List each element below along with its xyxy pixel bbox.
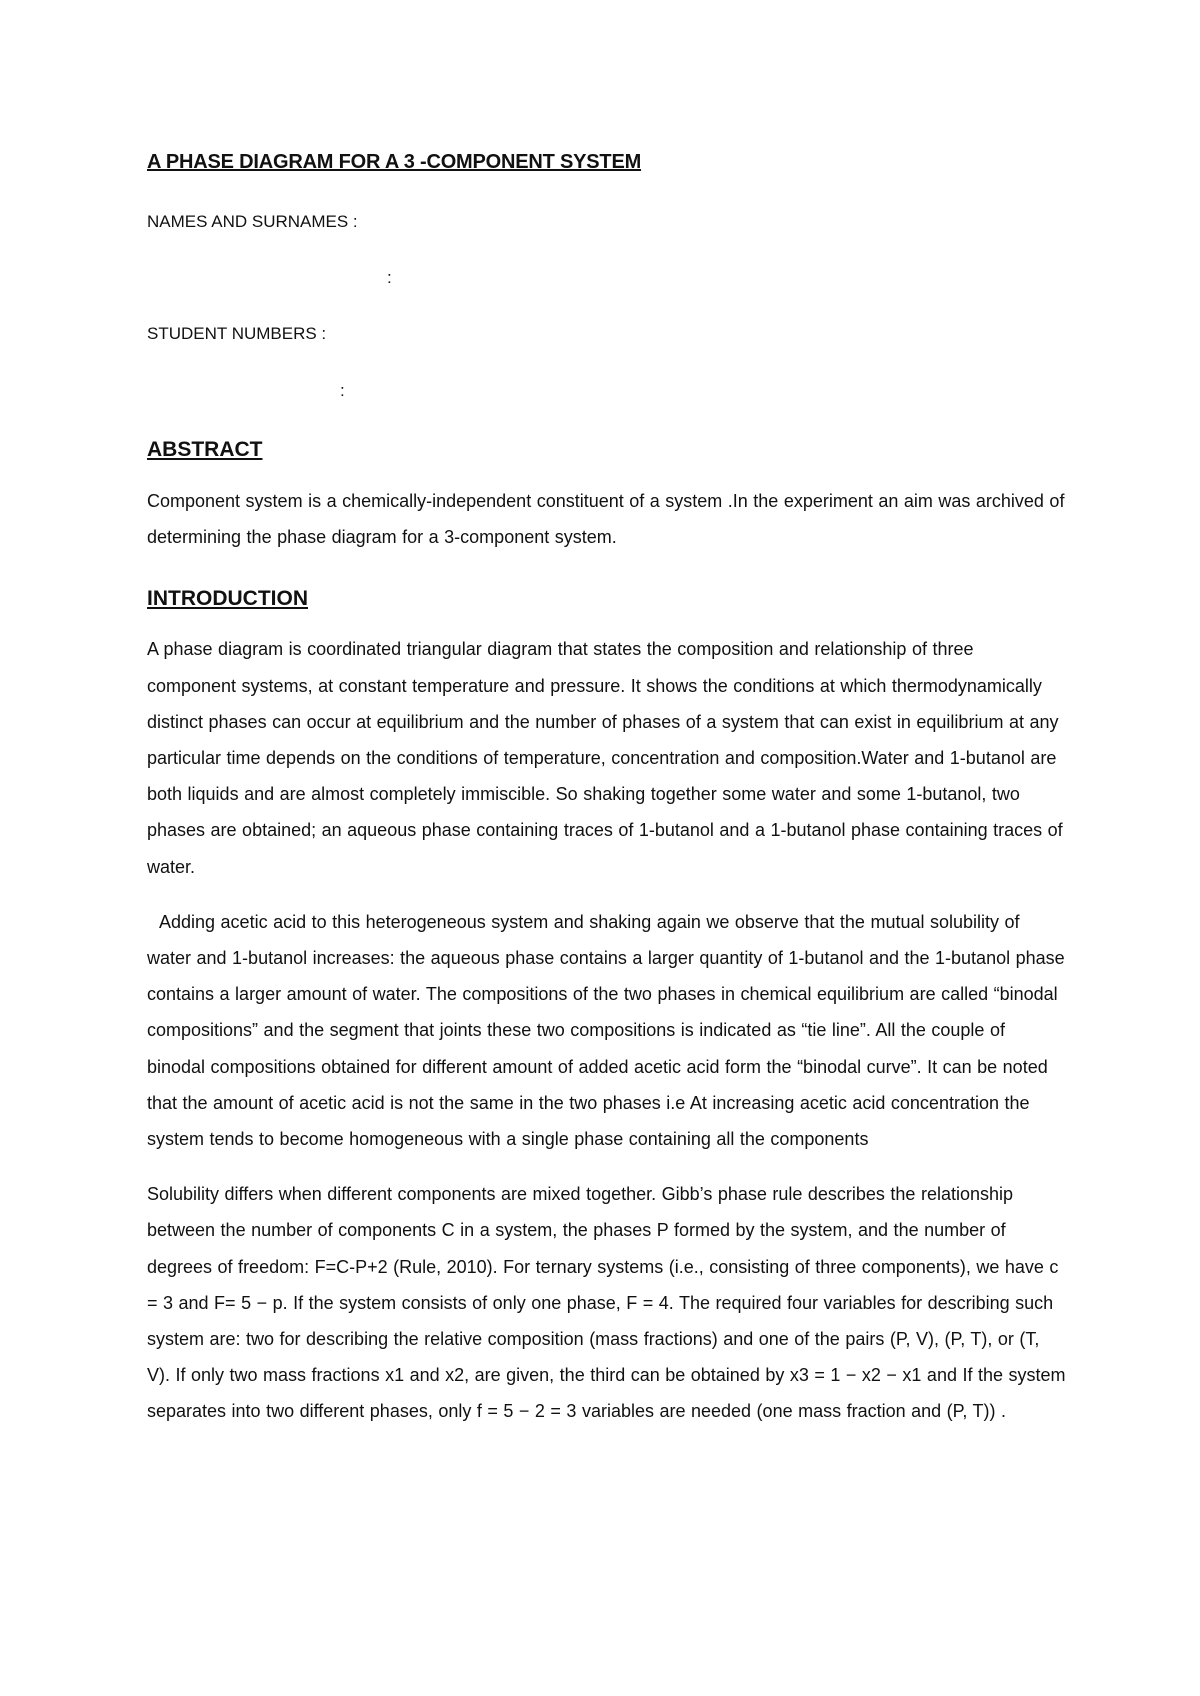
abstract-text: Component system is a chemically-independent constituent of a system .In the experiment an aim was archived of determining the phase diagram for a 3-component system. xyxy=(147,491,1065,548)
document-title: A PHASE DIAGRAM FOR A 3 -COMPONENT SYSTEM xyxy=(147,151,642,173)
introduction-paragraph: Solubility differs when different components are mixed together. Gibb’s phase rule describes the relationship between the number of components C in a system, the phases P formed by the system, and the number of degrees of freedom: F=C-P+2 (Rule, 2010). For ternary systems (i.e., consisting of three components), we have c = 3 and F= 5 − p. If the system consists of only one phase, F = 4. The required four variables for describing such system are: two for describing the relative composition (mass fractions) and one of the pairs (P, V), (P, T), or (T, V). If only two mass fractions x1 and x2, are given, the third can be obtained by x3 = 1 − x2 − x1 and If the system separates into two different phases, only f = 5 − 2 = 3 variables are needed (one mass fraction and (P, T)) . xyxy=(147,1184,1066,1422)
introduction-paragraph: Adding acetic acid to this heterogeneous system and shaking again we observe that the mutual solubility of water and 1-butanol increases: the aqueous phase contains a larger quantity of 1-butanol and the 1-butanol phase contains a larger amount of water. The compositions of the two phases in chemical equilibrium are called “binodal compositions” and the segment that joints these two compositions is indicated as “tie line”. All the couple of binodal compositions obtained for different amount of added acetic acid form the “binodal curve”. It can be noted that the amount of acetic acid is not the same in the two phases i.e At increasing acetic acid concentration the system tends to become homogeneous with a single phase containing all the components xyxy=(147,911,1065,1150)
introduction-paragraph: A phase diagram is coordinated triangular diagram that states the composition and relationship of three component systems, at constant temperature and pressure. It shows the conditions at which thermodynamically distinct phases can occur at equilibrium and the number of phases of a system that can exist in equilibrium at any particular time depends on the conditions of temperature, concentration and composition.Water and 1-butanol are both liquids and are almost completely immiscible. So shaking together some water and some 1-butanol, two phases are obtained; an aqueous phase containing traces of 1-butanol and a 1-butanol phase containing traces of water. xyxy=(147,639,1063,877)
student-numbers-label: STUDENT NUMBERS : xyxy=(147,324,327,343)
introduction-heading: INTRODUCTION xyxy=(147,587,308,611)
abstract-heading: ABSTRACT xyxy=(147,438,263,461)
document-body xyxy=(147,148,1067,1430)
names-label: NAMES AND SURNAMES : xyxy=(147,212,358,231)
names-colon: : xyxy=(387,268,392,287)
student-numbers-colon: : xyxy=(340,381,345,400)
